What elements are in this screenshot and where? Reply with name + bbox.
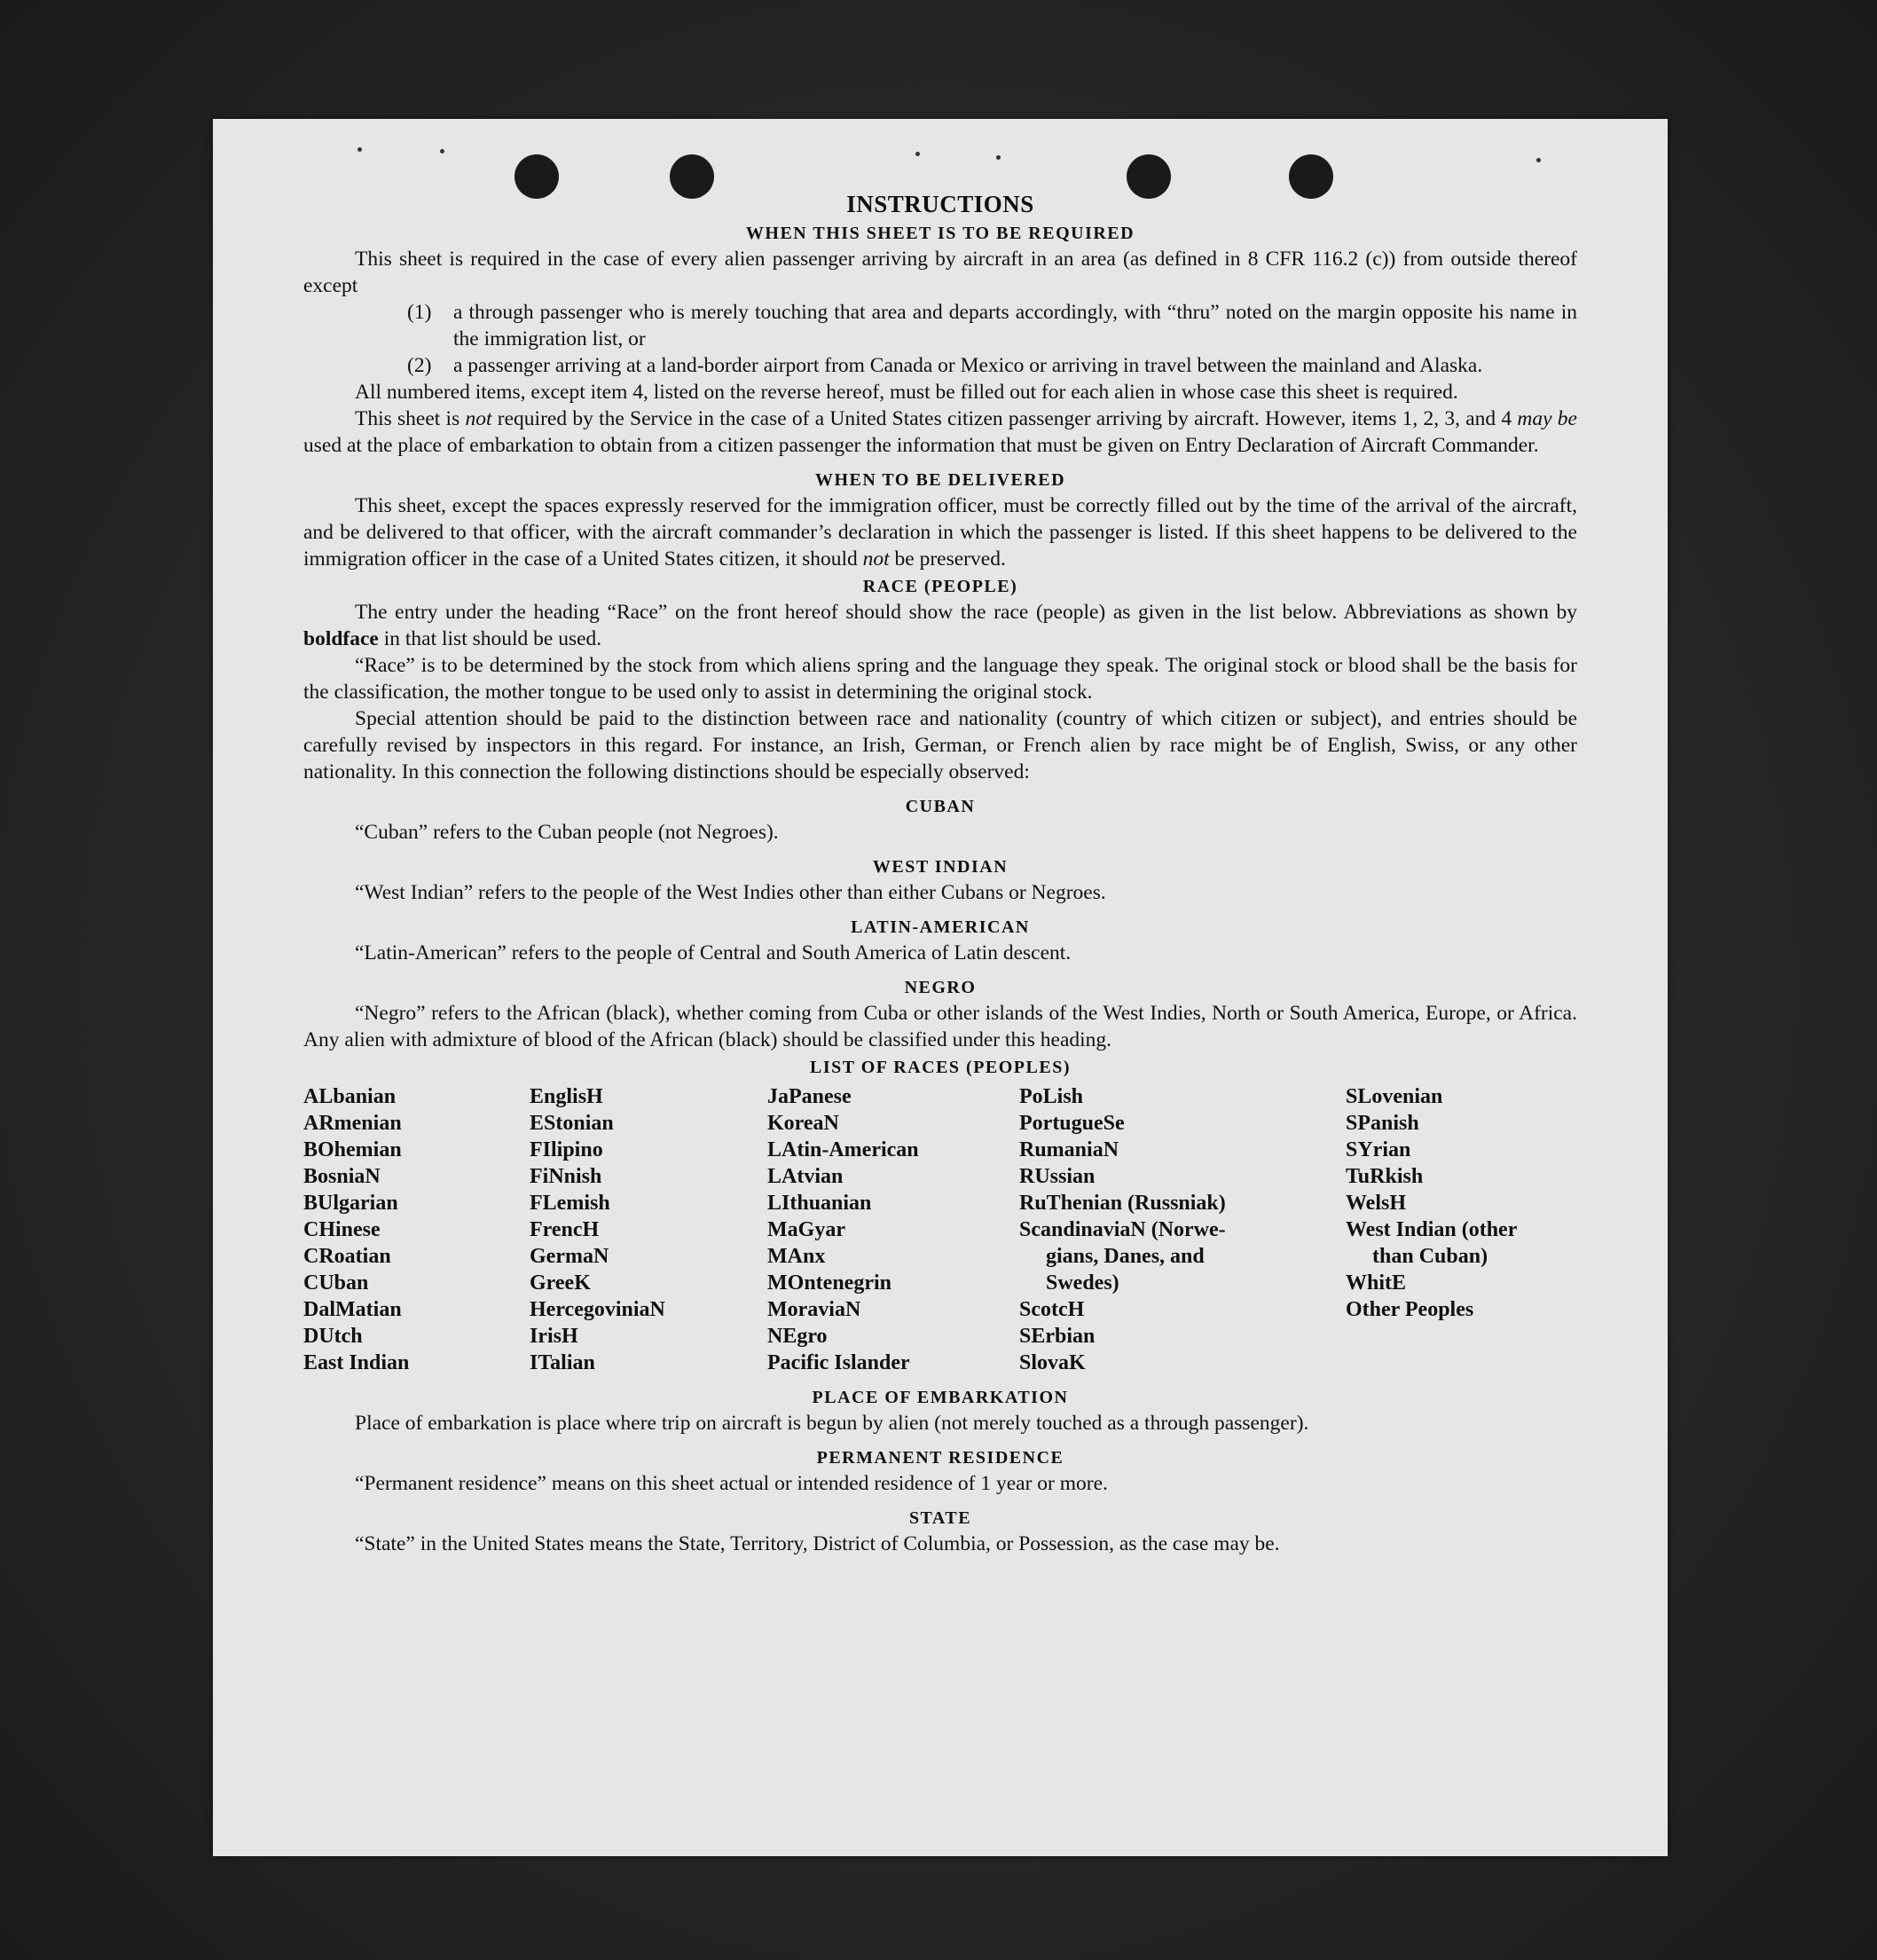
races-column	[767, 1083, 1019, 1376]
race-entry: CHinese	[303, 1218, 381, 1241]
speck	[1536, 158, 1541, 162]
race-entry: SErbian	[1019, 1325, 1096, 1348]
race-entry: RUssian	[1019, 1165, 1096, 1188]
race-entry: BOhemian	[303, 1138, 402, 1161]
heading-state: STATE	[908, 1508, 972, 1528]
race-entry: FIlipino	[530, 1138, 603, 1161]
race-entry: ScotcH	[1019, 1298, 1085, 1321]
race-entry: SYrian	[1346, 1138, 1411, 1161]
race-entry: EStonian	[530, 1112, 614, 1135]
heading-latin-american: LATIN-AMERICAN	[851, 917, 1030, 937]
race-entry: BosniaN	[303, 1165, 381, 1188]
page-title: INSTRUCTIONS	[846, 191, 1034, 217]
paragraph-delivered	[303, 492, 1577, 572]
races-column	[1019, 1083, 1346, 1376]
race-entry: JaPanese	[767, 1085, 852, 1108]
race-entry: FiNnish	[530, 1165, 602, 1188]
text-run: be preserved.	[894, 547, 1006, 571]
heading-race: RACE (PEOPLE)	[862, 577, 1018, 596]
heading-list-of-races: LIST OF RACES (PEOPLES)	[809, 1058, 1071, 1077]
text-run: This sheet is	[355, 407, 460, 430]
paragraph-residence: “Permanent residence” means on this sheet actual or intended residence of 1 year or more.	[355, 1472, 1108, 1495]
text-run: in that list should be used.	[383, 627, 602, 650]
race-entry: PortugueSe	[1019, 1112, 1125, 1135]
race-entry: SLovenian	[1346, 1085, 1443, 1108]
list-item	[303, 299, 1577, 352]
paragraph-race-entry	[303, 599, 1577, 652]
item-text: a through passenger who is merely touching that area and departs accordingly, with “thru” noted on the margin opposite his name in the immigration list, or	[453, 301, 1577, 350]
paragraph-cuban: “Cuban” refers to the Cuban people (not Negroes).	[355, 821, 779, 844]
speck	[915, 152, 920, 156]
race-entry: GermaN	[530, 1245, 609, 1268]
italic-run: may be	[1517, 407, 1577, 430]
race-entry: GreeK	[530, 1271, 591, 1295]
paragraph-numbered-items: All numbered items, except item 4, listed on the reverse hereof, must be filled out for each alien in whose case this sheet is required.	[355, 381, 1458, 404]
race-entry: MaGyar	[767, 1218, 845, 1241]
race-entry: DUtch	[303, 1325, 363, 1348]
race-entry: LAtin-American	[767, 1138, 919, 1161]
race-entry: Pacific Islander	[767, 1351, 910, 1374]
race-entry: WelsH	[1346, 1192, 1407, 1215]
paragraph-required-intro: This sheet is required in the case of every alien passenger arriving by aircraft in an area (as defined in 8 CFR 116.2 (c)) from outside thereof except	[303, 248, 1577, 297]
bold-run: boldface	[303, 627, 379, 650]
heading-when-delivered: WHEN TO BE DELIVERED	[814, 470, 1066, 490]
race-entry: MAnx	[767, 1245, 826, 1268]
race-entry: West Indian (other	[1346, 1218, 1518, 1241]
race-entry: LIthuanian	[767, 1192, 872, 1215]
item-text: a passenger arriving at a land-border airport from Canada or Mexico or arriving in travel between the mainland and Alaska.	[453, 354, 1483, 377]
race-entry: ScandinaviaN (Norwe-	[1019, 1218, 1226, 1241]
item-number: (2)	[407, 354, 432, 377]
race-entry: ITalian	[530, 1351, 595, 1374]
race-entry: TuRkish	[1346, 1165, 1424, 1188]
text-run: The entry under the heading “Race” on the front hereof should show the race (people) as given in the list below. Abbreviations as shown by	[355, 601, 1577, 624]
race-entry: HercegoviniaN	[530, 1298, 665, 1321]
race-entry: Other Peoples	[1346, 1298, 1474, 1321]
heading-permanent-residence: PERMANENT RESIDENCE	[816, 1448, 1064, 1468]
paragraph-west-indian: “West Indian” refers to the people of the West Indies other than either Cubans or Negroes.	[355, 881, 1106, 904]
race-entry: MoraviaN	[767, 1298, 861, 1321]
race-entry: RuThenian (Russniak)	[1019, 1192, 1226, 1215]
race-entry-continuation: Swedes)	[1046, 1271, 1119, 1295]
paragraph-negro: “Negro” refers to the African (black), whether coming from Cuba or other islands of the West Indies, North or South America, Europe, or Africa. Any alien with admixture of blood of the African (black) should be classified under this heading.	[303, 1002, 1577, 1051]
race-entry: FrencH	[530, 1218, 600, 1241]
speck	[357, 147, 362, 152]
paragraph-embarkation: Place of embarkation is place where trip on aircraft is begun by alien (not merely touched as a through passenger).	[355, 1412, 1309, 1435]
race-entry: SPanish	[1346, 1112, 1419, 1135]
document-text	[303, 189, 1577, 1557]
instruction-sheet	[213, 119, 1668, 1856]
race-entry: DalMatian	[303, 1298, 402, 1321]
race-entry: SlovaK	[1019, 1351, 1086, 1374]
paragraph-latin-american: “Latin-American” refers to the people of Central and South America of Latin descent.	[355, 941, 1072, 964]
race-entry: CUban	[303, 1271, 369, 1295]
race-entry: WhitE	[1346, 1271, 1407, 1295]
heading-cuban: CUBAN	[905, 797, 976, 816]
race-entry: LAtvian	[767, 1165, 844, 1188]
speck	[996, 155, 1001, 160]
paragraph-race-nationality: Special attention should be paid to the distinction between race and nationality (country of which citizen or subject), and entries should be carefully revised by inspectors in this regard. For instance, an Irish, German, or French alien by race might be of English, Swiss, or any other nationality. In this connection the following distinctions should be especially observed:	[303, 707, 1577, 783]
speck	[440, 149, 444, 153]
heading-negro: NEGRO	[904, 978, 977, 997]
heading-place-of-embarkation: PLACE OF EMBARKATION	[812, 1388, 1069, 1407]
race-entry: KoreaN	[767, 1112, 839, 1135]
race-entry: EnglisH	[530, 1085, 603, 1108]
heading-west-indian: WEST INDIAN	[872, 857, 1009, 877]
heading-when-required: WHEN THIS SHEET IS TO BE REQUIRED	[745, 224, 1135, 243]
race-entry-continuation: than Cuban)	[1372, 1245, 1488, 1268]
races-column	[1346, 1083, 1577, 1376]
paragraph-state: “State” in the United States means the State, Territory, District of Columbia, or Possession, as the case may be.	[355, 1532, 1280, 1555]
race-entry: BUlgarian	[303, 1192, 398, 1215]
races-column	[530, 1083, 767, 1376]
race-entry: NEgro	[767, 1325, 828, 1348]
race-entry: East Indian	[303, 1351, 410, 1374]
race-entry: FLemish	[530, 1192, 610, 1215]
paragraph-citizen	[303, 405, 1577, 459]
race-entry: ALbanian	[303, 1085, 397, 1108]
race-entry: IrisH	[530, 1325, 578, 1348]
race-entry: CRoatian	[303, 1245, 391, 1268]
italic-run: not	[862, 547, 890, 571]
text-run: required by the Service in the case of a United States citizen passenger arriving by aircraft. However, items 1, 2, 3, and 4	[497, 407, 1512, 430]
races-column	[303, 1083, 530, 1376]
race-entry-continuation: gians, Danes, and	[1046, 1245, 1205, 1268]
item-number: (1)	[407, 301, 432, 324]
races-list	[303, 1083, 1577, 1376]
italic-run: not	[465, 407, 492, 430]
race-entry: RumaniaN	[1019, 1138, 1119, 1161]
race-entry: PoLish	[1019, 1085, 1084, 1108]
paragraph-race-stock: “Race” is to be determined by the stock from which aliens spring and the language they speak. The original stock or blood shall be the basis for the classification, the mother tongue to be used only to assist in determining the original stock.	[303, 654, 1577, 704]
text-run: This sheet, except the spaces expressly reserved for the immigration officer, must be correctly filled out by the time of the arrival of the aircraft, and be delivered to that officer, with the aircraft commander’s declaration in which the passenger is listed. If this sheet happens to be delivered to the immigration officer in the case of a United States citizen, it should	[303, 494, 1577, 571]
list-item	[303, 352, 1577, 379]
race-entry: MOntenegrin	[767, 1271, 891, 1295]
race-entry: ARmenian	[303, 1112, 402, 1135]
text-run: used at the place of embarkation to obtain from a citizen passenger the information that must be given on Entry Declaration of Aircraft Commander.	[303, 434, 1539, 457]
